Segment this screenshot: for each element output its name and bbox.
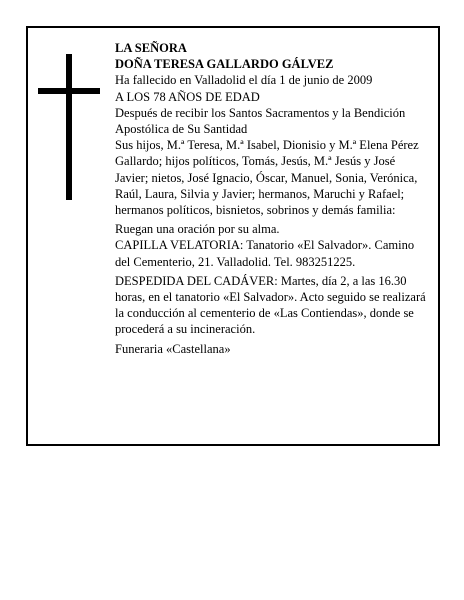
- prayer-text: Ruegan una oración por su alma.: [115, 222, 280, 237]
- sacraments-text: Después de recibir los Santos Sacramentos y la Bendición Apostólica de Su Santidad: [115, 105, 406, 137]
- farewell-text: DESPEDIDA DEL CADÁVER: Martes, día 2, a las 16.30 horas, en el tanatorio «El Salvador». Acto seguido se realizará la conducción al cementerio de «Las Contiendas», donde se procederá a su incineración.: [115, 273, 426, 337]
- obituary-notice: [26, 26, 440, 446]
- chapel-text: CAPILLA VELATORIA: Tanatorio «El Salvador». Camino del Cementerio, 21. Valladolid. Tel. 983251225.: [115, 238, 415, 269]
- deceased-name: DOÑA TERESA GALLARDO GÁLVEZ: [115, 57, 334, 72]
- family-text: Sus hijos, M.ª Teresa, M.ª Isabel, Dionisio y M.ª Elena Pérez Gallardo; hijos políticos, Tomás, Jesús, M.ª Jesús y José Javier; nietos, José Ignacio, Óscar, Manuel, Sonia, Verónica, Raúl, Laura, Silvia y Javier; hermanos, Maruchi y Rafael; hermanos políticos, bisnietos, sobrinos y demás familia:: [115, 138, 419, 218]
- death-line: Ha fallecido en Valladolid el día 1 de junio de 2009: [115, 73, 373, 88]
- age-line: A LOS 78 AÑOS DE EDAD: [115, 89, 260, 104]
- cross-icon: [38, 54, 100, 200]
- cross-horizontal-bar: [38, 88, 100, 94]
- notice-text: [115, 40, 431, 357]
- notice-title: LA SEÑORA: [115, 41, 187, 55]
- funeral-home-text: Funeraria «Castellana»: [115, 341, 231, 356]
- cross-vertical-bar: [66, 54, 72, 200]
